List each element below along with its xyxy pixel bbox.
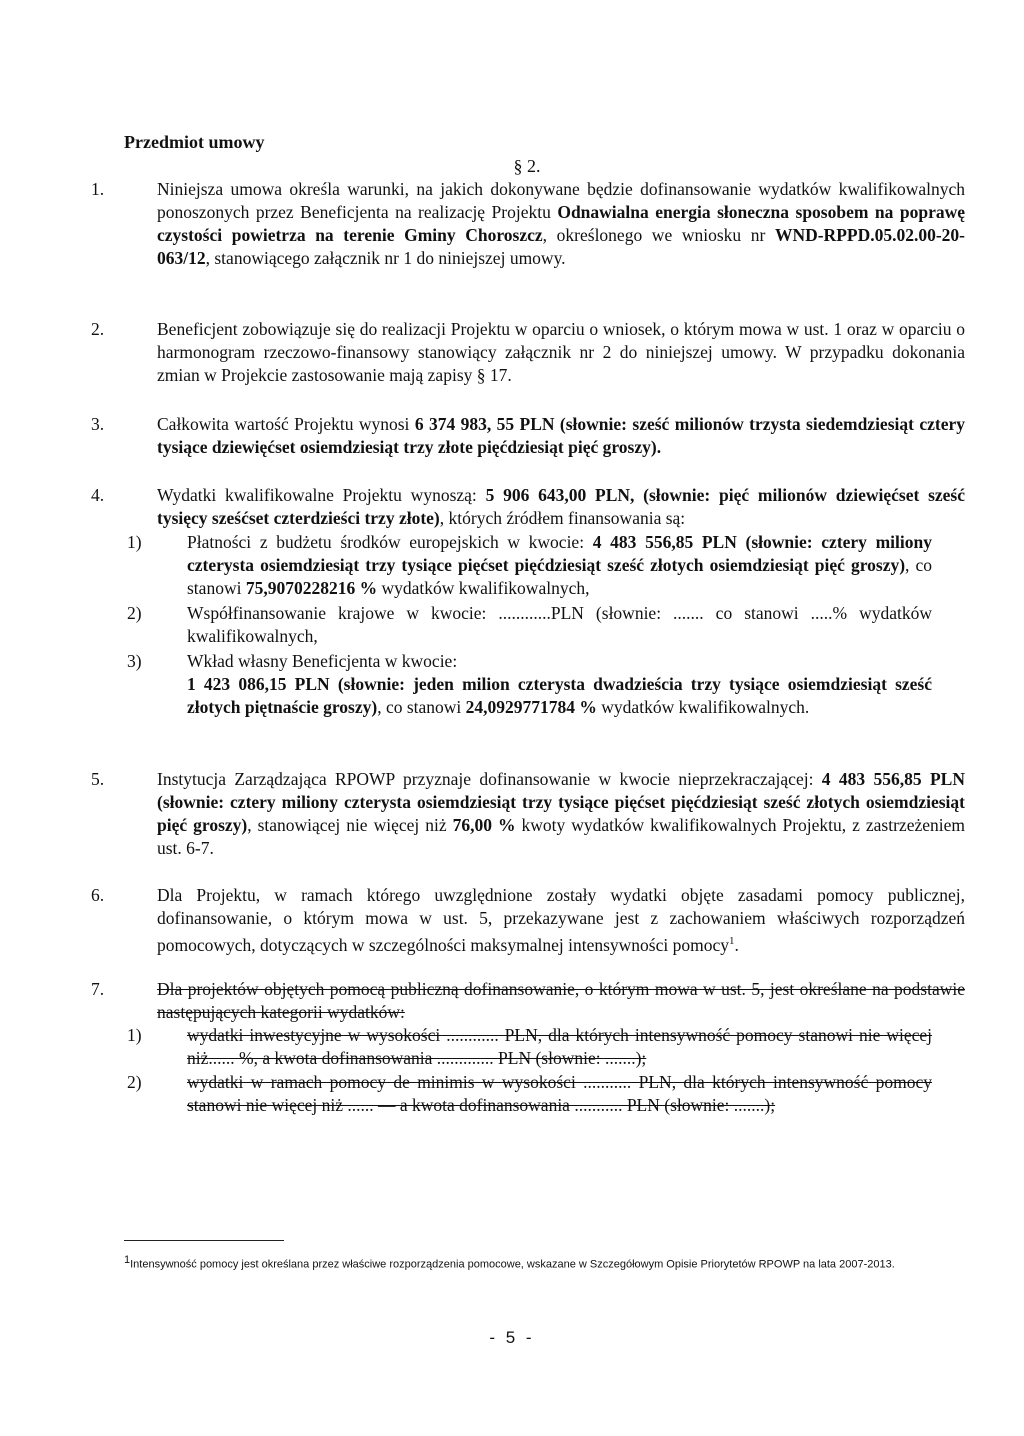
p1-text-1: Niniejsza umowa określa warunki, na jakich dokonywane będzie dofinansowanie wydatków kwalifikowalnych ponoszonych przez Beneficjenta na realizację Projektu: [157, 179, 965, 222]
p4-item-3-text: Wkład własny Beneficjenta w kwocie:: [187, 651, 458, 671]
p4-item-1-text-2: , co stanowi: [187, 555, 932, 598]
paragraph-number: 2.: [91, 319, 105, 339]
p7-text-1: Dla projektów objętych pomocą publiczną dofinansowanie, o którym mowa w ust. 5, jest określane na podstawie następujących kategorii wydatków:: [157, 979, 965, 1022]
paragraph-1: [91, 178, 966, 270]
item-number: 2): [127, 603, 142, 623]
paragraph-3: [91, 413, 965, 459]
p1-text-3: , stanowiącego załącznik nr 1 do niniejszej umowy.: [205, 248, 566, 268]
paragraph-number: 1.: [91, 179, 105, 199]
paragraph-number: 6.: [91, 885, 105, 905]
application-number: WND-RPPD.05.02.00-20-063/12: [157, 225, 965, 268]
footnote-mark: 1: [124, 1254, 131, 1266]
item-number: 2): [127, 1072, 142, 1092]
p7-item-2: [127, 1071, 932, 1117]
p4-item-2: [127, 602, 932, 648]
project-title: Odnawialna energia słoneczna sposobem na poprawę czystości powietrza na terenie Gminy Choroszcz: [157, 202, 966, 245]
section-title: Przedmiot umowy: [124, 132, 265, 152]
footnote: [124, 1253, 932, 1272]
p6-text-1: Dla Projektu, w ramach którego uwzględnione zostały wydatki objęte zasadami pomocy publicznej, dofinansowanie, o którym mowa w ust. 5, przekazywane jest z zachowaniem właściwych rozporządzeń pomocowych, dotyczących w szczególności maksymalnej intensywności pomocy: [157, 885, 965, 955]
p5-text-1: Instytucja Zarządzająca RPOWP przyznaje dofinansowanie w kwocie nieprzekraczającej:: [157, 769, 822, 789]
paragraph-number: 5.: [91, 769, 105, 789]
p7-item-1: [127, 1024, 932, 1070]
p5-text-3: kwoty wydatków kwalifikowalnych Projektu, z zastrzeżeniem ust. 6-7.: [157, 815, 965, 858]
footnote-ref: 1: [729, 935, 735, 947]
p7-item-2-text: wydatki w ramach pomocy de minimis w wysokości ........... PLN, dla których intensywność pomocy stanowi nie więcej niż ...... — a kwota dofinansowania ........... PLN (słownie: .......);: [187, 1072, 932, 1115]
item-number: 1): [127, 532, 142, 552]
footnote-text: Intensywność pomocy jest określana przez właściwe rozporządzenia pomocowe, wskazane w Szczegółowym Opisie Priorytetów RPOWP na lata 2007-2013.: [130, 1258, 895, 1271]
footnote-rule: [124, 1240, 284, 1241]
paragraph-4: [91, 484, 965, 530]
p4-item-3-text-3: wydatków kwalifikowalnych.: [596, 697, 810, 717]
paragraph-7: [91, 978, 965, 1024]
eu-funds-percent: 75,9070228216 %: [245, 578, 378, 598]
p4-item-2-text: Współfinansowanie krajowe w kwocie: ............PLN (słownie: ....... co stanowi .....% wydatków kwalifikowalnych,: [187, 603, 932, 646]
p2-text-1: Beneficjent zobowiązuje się do realizacji Projektu w oparciu o wniosek, o którym mowa w ust. 1 oraz w oparciu o harmonogram rzeczowo-finansowy stanowiący załącznik nr 2 do niniejszej umowy. W przypadku dokonania zmian w Projekcie zastosowanie mają zapisy § 17.: [157, 319, 965, 385]
p6-text-2: .: [734, 934, 739, 955]
paragraph-number: 4.: [91, 485, 105, 505]
p4-text-1: Wydatki kwalifikowalne Projektu wynoszą:: [157, 485, 486, 505]
grant-percent: 76,00 %: [452, 815, 516, 835]
paragraph-6: [91, 884, 965, 957]
p4-item-1-text: Płatności z budżetu środków europejskich w kwocie:: [187, 532, 593, 552]
item-number: 1): [127, 1025, 142, 1045]
p7-item-1-text: wydatki inwestycyjne w wysokości ............ PLN, dla których intensywność pomocy stanowi nie więcej niż...... %, a kwota dofinansowania ............. PLN (słownie: .......);: [187, 1025, 932, 1068]
p4-item-1: [127, 531, 932, 600]
p4-item-1-text-3: wydatków kwalifikowalnych,: [377, 578, 590, 598]
grant-amount: 4 483 556,85 PLN (słownie: cztery miliony czterysta osiemdziesiąt trzy tysiące pięćset pięćdziesiąt sześć złotych osiemdziesiąt pięć groszy): [157, 769, 965, 835]
p4-text-2: , których źródłem finansowania są:: [439, 508, 686, 528]
p4-item-3-text-2: , co stanowi: [377, 697, 466, 717]
own-contribution-amount: 1 423 086,15 PLN (słownie: jeden milion czterysta dwadzieścia trzy tysiące osiemdziesiąt sześć złotych piętnaście groszy): [187, 674, 932, 717]
page-number: - 5 -: [489, 1328, 535, 1347]
paragraph-5: [91, 768, 965, 860]
p4-item-3: [127, 650, 932, 719]
own-contribution-percent: 24,0929771784 %: [465, 697, 597, 717]
item-number: 3): [127, 651, 142, 671]
section-mark: § 2.: [513, 156, 541, 176]
eligible-expenses: 5 906 643,00 PLN, (słownie: pięć milionów dziewięćset sześć tysięcy sześćset czterdzieści trzy złote): [157, 485, 965, 528]
paragraph-number: 3.: [91, 414, 105, 434]
p1-text-2: , określonego we wniosku nr: [542, 225, 775, 245]
eu-funds-amount: 4 483 556,85 PLN (słownie: cztery miliony czterysta osiemdziesiąt trzy tysiące pięćset pięćdziesiąt sześć złotych osiemdziesiąt pięć groszy): [187, 532, 932, 575]
paragraph-number: 7.: [91, 979, 105, 999]
p3-text-1: Całkowita wartość Projektu wynosi: [157, 414, 415, 434]
total-value: 6 374 983, 55 PLN (słownie: sześć milionów trzysta siedemdziesiąt cztery tysiące dziewięćset osiemdziesiąt trzy złote pięćdziesiąt pięć groszy).: [157, 414, 965, 457]
p5-text-2: , stanowiącej nie więcej niż: [247, 815, 453, 835]
paragraph-2: [91, 318, 965, 387]
